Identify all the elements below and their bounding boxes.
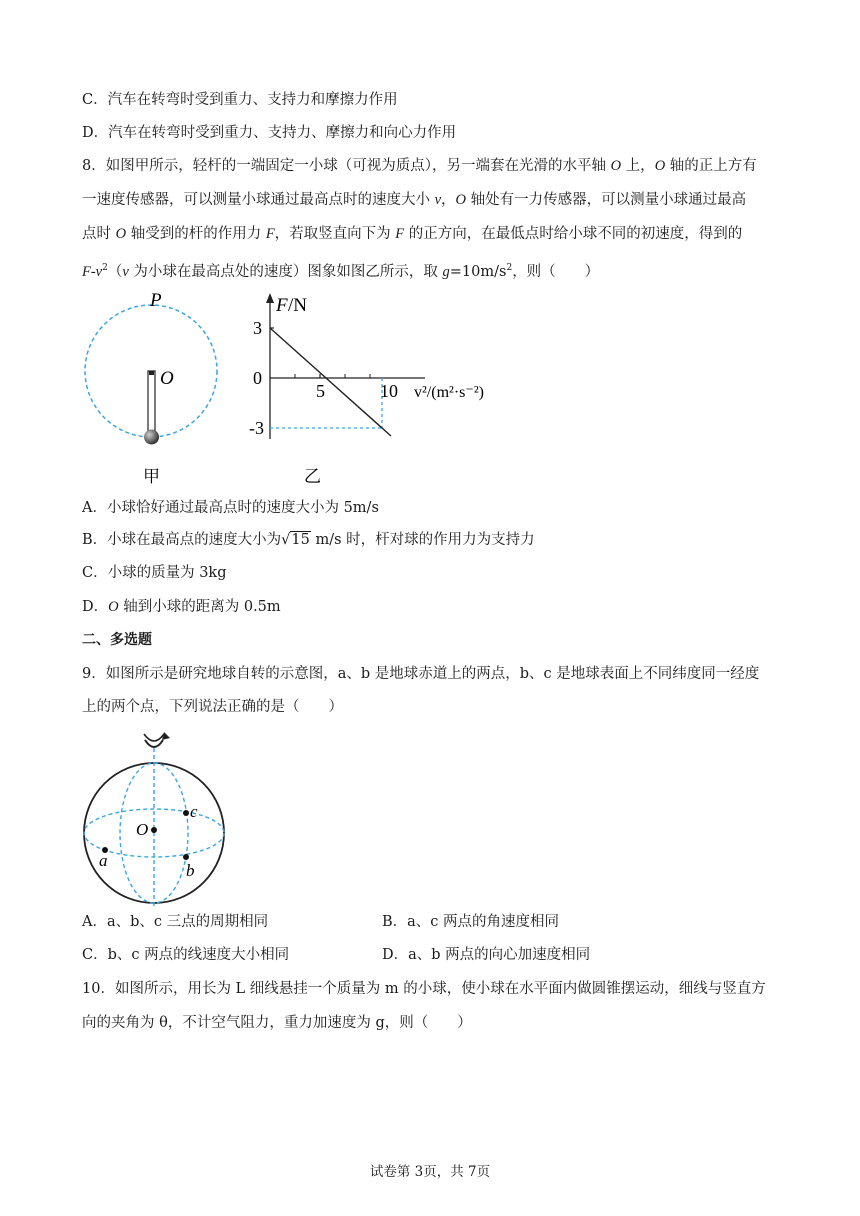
y-label-f: F [276,295,288,316]
caption-jia: 甲 [143,467,160,487]
tick-label-y-0: 0 [253,368,262,388]
q8-figure-jia [80,285,240,490]
q8-option-c: C．小球的质量为 3kg [82,565,227,581]
q9-stem-line1: 9．如图所示是研究地球自转的示意图，a、b 是地球赤道上的两点，b、c 是地球表面上不同纬度同一经度 [82,666,760,682]
point-c [183,810,189,816]
q9-option-c: C．b、c 两点的线速度大小相同 [82,947,290,963]
q9-stem-line2: 上的两个点，下列说法正确的是（ ） [82,699,343,715]
light-rod [148,371,155,435]
q8-figure-yi [240,285,520,490]
q9-earth-figure [80,728,240,908]
f-v2-line [270,328,391,436]
tick-label-y-minus3: -3 [249,418,264,438]
tick-label-y-3: 3 [253,318,262,338]
ball [144,430,159,445]
q9-option-a: A．a、b、c 三点的周期相同 [82,914,269,930]
point-b [183,854,189,860]
q8-option-b: B．小球在最高点的速度大小为√15 m/s 时，杆对球的作用力为支持力 [82,532,535,548]
q8-stem-line3: 点时 O 轴受到的杆的作用力 F，若取竖直向下为 F 的正方向，在最低点时给小球不同的初速度，得到的 [82,226,743,242]
q8-stem-line4: $F-v^2(v$ 为小球在最高点处的速度）图象如图乙所示，取 $g=10m/s^2$，则（ ） [82,263,600,280]
tick-label-x-5: 5 [316,381,325,401]
q9-option-d: D．a、b 两点的向心加速度相同 [382,947,591,963]
label-b: b [186,861,195,880]
axis-pivot [149,371,154,375]
point-o [151,827,157,833]
q8-stem-line2: 一速度传感器，可以测量小球通过最高点时的速度大小 v，O 轴处有一力传感器，可以测量小球通过最高 [82,192,747,208]
rotation-arrow-icon [144,734,164,741]
y-axis-arrow [266,293,274,303]
y-label-unit: /N [288,295,307,316]
caption-yi: 乙 [304,467,321,487]
label-p: P [150,290,162,311]
q8-option-a: A．小球恰好通过最高点时的速度大小为 5m/s [82,500,379,516]
q8-option-d: D．O 轴到小球的距离为 0.5m [82,599,281,615]
label-a: a [99,851,108,870]
q7-option-c: C．汽车在转弯时受到重力、支持力和摩擦力作用 [82,92,398,108]
label-o: O [136,820,149,839]
q10-stem-line1: 10．如图所示，用长为 L 细线悬挂一个质量为 m 的小球，使小球在水平面内做圆锥摆运动，细线与竖直方 [82,981,766,997]
q7-option-d: D．汽车在转弯时受到重力、支持力、摩擦力和向心力作用 [82,125,457,141]
x-axis-label: v²/(m²·s⁻²) [414,384,484,401]
q9-option-b: B．a、c 两点的角速度相同 [382,914,560,930]
rotation-arrowhead-icon [162,732,170,740]
section-multiple-choice: 二、多选题 [82,632,152,648]
label-o: O [160,368,174,389]
sqrt-symbol: √15 [281,532,310,548]
q10-stem-line2: 向的夹角为 θ，不计空气阻力，重力加速度为 g，则（ ） [82,1015,472,1031]
tick-label-x-10: 10 [380,381,398,401]
label-c: c [190,802,198,821]
q8-stem-line1: 8．如图甲所示，轻杆的一端固定一小球（可视为质点），另一端套在光滑的水平轴 O 上，O 轴的正上方有 [82,158,757,174]
page-footer: 试卷第 3页，共 7页 [369,1164,491,1180]
